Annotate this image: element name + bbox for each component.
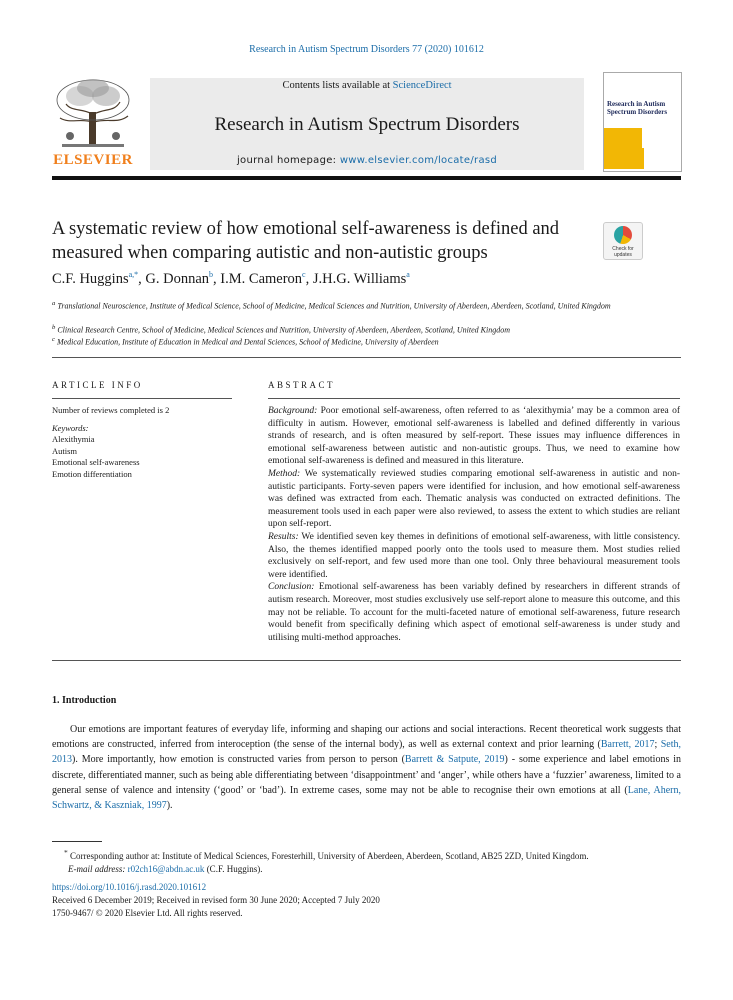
affiliation-mark: b (52, 324, 56, 331)
author-affiliation-mark[interactable]: a,* (128, 270, 139, 279)
intro-text: ). More importantly, how emotion is constructed varies from person to person ( (72, 754, 405, 766)
corresponding-author-footnote (52, 846, 681, 876)
author-affiliation-mark[interactable]: c (302, 270, 306, 279)
homepage-link[interactable]: www.elsevier.com/locate/rasd (339, 155, 498, 166)
author-affiliation-mark[interactable]: b (209, 270, 214, 279)
affiliation (52, 334, 652, 349)
background-text: Poor emotional self-awareness, often referred to as ‘alexithymia’ may be a common area of difficulty in autism. However, emotional self-awareness is labelled and defined differently in various strands of research, and is often measured by self-report. These issues may influence differences in emotional self-awareness between autistic and non-autistic groups. Thus, we need to examine how emotional self-awareness is defined and measured in this literature. (268, 406, 681, 467)
email-suffix: (C.F. Huggins). (206, 864, 263, 874)
keyword: Emotion differentiation (52, 468, 132, 479)
intro-text: ). (166, 800, 173, 812)
paper-title: A systematic review of how emotional self-awareness is defined and measured when comparing autistic and non-autistic groups (52, 219, 560, 263)
footnote-divider (52, 841, 102, 842)
introduction-paragraph (52, 722, 681, 813)
cover-title: Research in Autism Spectrum Disorders (607, 100, 668, 116)
affiliation-text: Clinical Research Centre, School of Medicine, Medical Sciences and Nutrition, University of Aberdeen, Aberdeen, Scotland, United Kingdom (57, 325, 510, 335)
citation-link[interactable]: Barrett & Satpute, 2019 (404, 754, 505, 766)
article-info (52, 405, 232, 480)
section-divider (52, 357, 681, 358)
author-list: C.F. Huggins$^{a,*}$, G. Donnan$^b$, I.M. Cameron$^c$, J.H.G. Williams$^a$ (52, 270, 410, 287)
footnote-line (52, 846, 681, 863)
journal-title: Research in Autism Spectrum Disorders (214, 114, 520, 135)
footnote-text: Corresponding author at: Institute of Medical Sciences, Foresterhill, University of Aberdeen, Aberdeen, Scotland, AB25 2ZD, United Kingdom. (70, 851, 589, 861)
crossmark-icon (614, 226, 632, 244)
article-metadata (52, 881, 681, 920)
intro-text: ; (654, 739, 661, 751)
conclusion-text: Emotional self-awareness has been variably defined by researchers in different strands of autism research. Moreover, most studies exclusively use self-report alone to measure this outcome, and this may not be reliable. To account for the multi-faceted nature of emotional self-awareness, future research would benefit from specifically defining which aspect of emotional self-awareness is under study and utilising multi-method approaches. (268, 582, 680, 643)
footnote-mark: * (64, 848, 68, 857)
crossmark-label: Check for updates (612, 246, 634, 258)
abstract-background (268, 405, 680, 468)
email-line (52, 863, 681, 876)
affiliation-text: Translational Neuroscience, Institute of Medical Science, School of Medicine, Medical Sciences and Nutrition, University of Aberdeen, Aberdeen, Scotland, United Kingdom (57, 301, 611, 311)
author-name: G. Donnan (145, 270, 210, 287)
affiliation-text: Medical Education, Institute of Education in Medical and Dental Sciences, School of Medicine, University of Aberdeen (56, 337, 439, 347)
abstract-heading: ABSTRACT (268, 380, 336, 390)
keyword: Emotional self-awareness (52, 457, 140, 467)
abstract-method (268, 468, 680, 531)
contents-line (150, 80, 584, 91)
abstract-rule (268, 398, 680, 399)
author-affiliation-mark[interactable]: a (406, 270, 410, 279)
elsevier-wordmark: ELSEVIER (53, 152, 133, 168)
author-name: C.F. Huggins (52, 270, 129, 287)
method-text: We systematically reviewed studies comparing emotional self-awareness in autistic and non-autistic participants. Forty-seven papers were identified for inclusion, and how emotional self-awareness was defined was extracted from each. Thematic analysis was conducted on extracted definitions. The measurement tools used in each paper were also reviewed, to assess the extent to which studies are reliant upon self-report. (268, 468, 680, 530)
keyword: Autism (52, 445, 78, 456)
reviews-count: Number of reviews completed is 2 (52, 405, 170, 415)
affiliation (52, 298, 652, 313)
affiliation-mark: c (52, 336, 55, 343)
keyword: Alexithymia (52, 434, 95, 444)
homepage-prefix: journal homepage: (236, 155, 340, 166)
contents-prefix: Contents lists available at (282, 80, 393, 91)
received-dates: Received 6 December 2019; Received in revised form 30 June 2020; Accepted 7 July 2020 (52, 895, 380, 905)
keywords-label: Keywords: (52, 422, 89, 433)
article-info-heading: ARTICLE INFO (52, 380, 143, 390)
abstract-bottom-divider (52, 660, 681, 661)
results-text: We identified seven key themes in definitions of emotional self-awareness, with little consistency. Also, the themes identified mapped poorly onto the tools used to measure them. Most studies relied exclusively on self-report, and few used more than one tool. Only three behavioural measurement tools were identified. (268, 531, 680, 580)
homepage-line (150, 155, 584, 166)
abstract-results (268, 531, 680, 581)
background-label: Background: (268, 406, 318, 416)
abstract-conclusion (268, 581, 680, 644)
citation-link[interactable]: Seth, 2013 (52, 739, 682, 766)
intro-text: ) - some experience and label emotions in discrete, differentiated manner, such as being able differentiating between ‘disappointment’ and ‘anger’, while others have a ‘fuzzier’ awareness, limited to a general sense of valence and intensity (‘good’ or ‘bad’). In extreme cases, some may not be able to recognise their own emotions at all ( (52, 754, 681, 796)
author-name: J.H.G. Williams (312, 270, 407, 287)
cover-yellow-block-lower (604, 148, 644, 169)
doi-link[interactable]: https://doi.org/10.1016/j.rasd.2020.101612 (52, 882, 207, 892)
introduction-heading: 1. Introduction (52, 695, 117, 706)
sciencedirect-link[interactable]: ScienceDirect (392, 80, 452, 91)
header-divider (52, 176, 681, 180)
cover-yellow-block (604, 128, 642, 148)
copyright-line: 1750-9467/ © 2020 Elsevier Ltd. All rights reserved. (52, 908, 243, 918)
article-info-rule (52, 398, 232, 399)
abstract-body (268, 405, 680, 644)
results-label: Results: (268, 531, 299, 542)
email-label: E-mail address: (68, 864, 126, 874)
journal-reference[interactable]: Research in Autism Spectrum Disorders 77 (2020) 101612 (249, 44, 484, 55)
citation-link[interactable]: Barrett, 2017 (600, 739, 655, 751)
citation-link[interactable]: Lane, Ahern, Schwartz, & Kaszniak, 1997 (52, 784, 681, 812)
author-name: I.M. Cameron (220, 270, 303, 287)
conclusion-label: Conclusion: (268, 582, 315, 593)
email-link[interactable]: r02ch16@abdn.ac.uk (127, 864, 205, 874)
affiliation-mark: a (52, 300, 56, 307)
intro-text: Our emotions are important features of everyday life, informing and shaping our actions and social interactions. Recent theoretical work suggests that emotions are constructed, inferred from interoception (the sense of the internal body), as well as external context and prior learning ( (52, 724, 681, 751)
method-label: Method: (268, 468, 301, 479)
